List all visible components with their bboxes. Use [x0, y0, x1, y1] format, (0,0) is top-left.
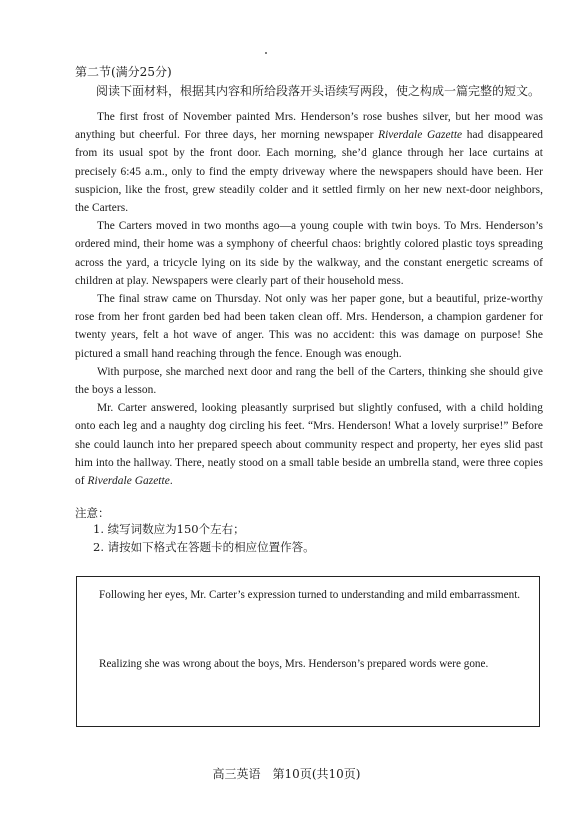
- story-paragraph-2: The Carters moved in two months ago—a young couple with twin boys. To Mrs. Henderson’s ordered mind, their home was a symphony of cheerful chaos: brightly colored plastic toys spreading across the yard, a tricycle lying on its side by the walkway, and the constant energetic screams of children at play. Newspapers were clearly part of their household mess.: [75, 220, 543, 287]
- note-item-format: 2. 请按如下格式在答题卡的相应位置作答。: [93, 540, 315, 554]
- newspaper-title: Riverdale Gazette: [378, 129, 463, 142]
- story-passage: [75, 108, 543, 490]
- page-footer: 高三英语 第10页(共10页): [212, 767, 361, 781]
- story-paragraph-5: Mr. Carter answered, looking pleasantly surprised but slightly confused, with a child holding onto each leg and a naughty dog circling his feet. “Mrs. Henderson! What a lovely surprise!” Before she could launch into her prepared speech about community respect and property, her eyes slid past him into the hallway. There, neatly stood on a small table beside an umbrella stand, were three copies of Riverdale Gazette.: [75, 402, 543, 488]
- scan-speck: [265, 52, 267, 54]
- task-instruction: 阅读下面材料，根据其内容和所给段落开头语续写两段，使之构成一篇完整的短文。: [96, 84, 541, 98]
- story-paragraph-3: The final straw came on Thursday. Not only was her paper gone, but a beautiful, prize-worthy rose from her front garden bed had been taken clean off. Mrs. Henderson, a champion gardener for twenty years, felt a hot wave of anger. This was no accident: this was damage on purpose! She pictured a small hand reaching through the fence. Enough was enough.: [75, 293, 543, 360]
- notes-heading: 注意：: [75, 506, 110, 520]
- note-item-word-count: 1. 续写词数应为150个左右；: [93, 522, 245, 536]
- continuation-opener-2: Realizing she was wrong about the boys, Mrs. Henderson’s prepared words were gone.: [99, 658, 489, 670]
- continuation-opener-1: Following her eyes, Mr. Carter’s expression turned to understanding and mild embarrassment.: [99, 589, 521, 601]
- newspaper-title: Riverdale Gazette: [87, 475, 170, 488]
- answer-box: [76, 576, 540, 727]
- section-title: 第二节(满分25分): [75, 65, 172, 79]
- story-paragraph-1: The first frost of November painted Mrs. Henderson’s rose bushes silver, but her mood was anything but cheerful. For three days, her morning newspaper Riverdale Gazette had disappeared from its usual spot by the front door. Each morning, she’d glance through her lace curtains at precisely 6:45 a.m., only to find the empty driveway where the newspapers should have been. Her suspicion, like the frost, grew steadily colder and it settled firmly on her new next-door neighbors, the Carters.: [75, 111, 543, 215]
- story-paragraph-4: With purpose, she marched next door and rang the bell of the Carters, thinking she should give the boys a lesson.: [75, 365, 543, 397]
- notes-section: [75, 505, 315, 557]
